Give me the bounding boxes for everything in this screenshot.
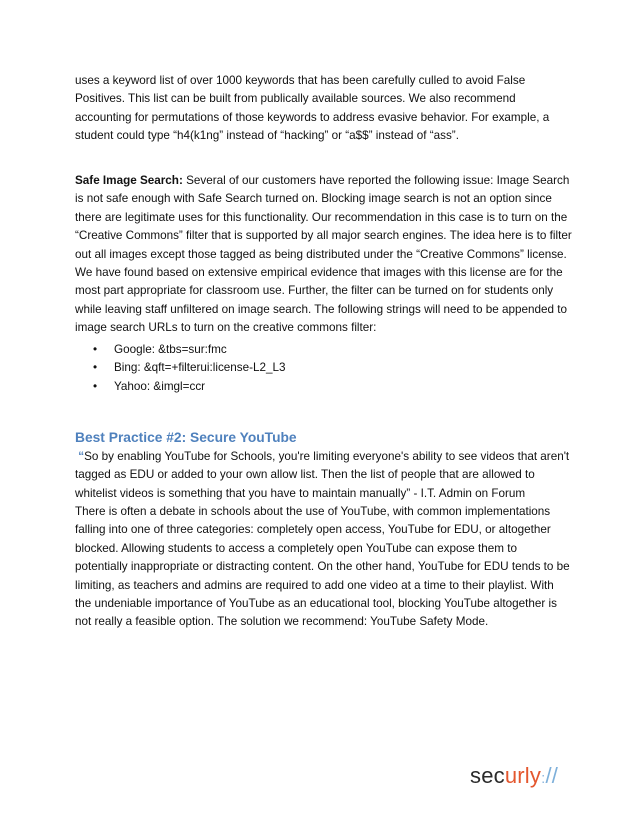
text-line: limiting, as teachers and admins are required to add one video at a time to their playlist. With xyxy=(75,578,554,592)
text-line xyxy=(75,448,575,466)
text-line: whitelist videos is something that you have to maintain manually” - I.T. Admin on Forum xyxy=(75,486,526,500)
logo-text-part: urly xyxy=(504,763,542,788)
text-fragment: So by enabling YouTube for Schools, you're limiting everyone's ability to see videos that aren't xyxy=(84,450,570,463)
text-line: student could type “h4(k1ng” instead of “hacking” or “a$$” instead of “ass”. xyxy=(75,129,459,143)
text-line: Positives. This list can be built from publically available sources. We also recommend xyxy=(75,92,516,106)
forum-quote-paragraph xyxy=(75,448,575,503)
list-item xyxy=(93,341,286,359)
text-line: We have found based on extensive empirical evidence that images with this license are for the xyxy=(75,266,563,280)
text-line: falling into one of three categories: completely open access, YouTube for EDU, or altogether xyxy=(75,523,551,537)
text-line: tagged as EDU or added to your own allow list. Then the list of people that are allowed to xyxy=(75,468,535,482)
text-line: most part appropriate for classroom use. Further, the filter can be turned on for students only xyxy=(75,284,554,298)
list-item-text: Bing: &qft=+filterui:license-L2_L3 xyxy=(114,361,286,375)
safe-image-search-paragraph xyxy=(75,172,575,338)
text-line: while leaving staff unfiltered on image search. The following strings will need to be appended to xyxy=(75,302,568,316)
text-line: potentially inappropriate or distracting content. On the other hand, YouTube for EDU tends to be xyxy=(75,560,570,574)
list-item xyxy=(93,359,286,377)
text-fragment: Several of our customers have reported the following issue: Image Search xyxy=(182,174,570,187)
text-line: is not safe enough with Safe Search turned on. Blocking image search is not an option since xyxy=(75,192,552,206)
list-item-text: Google: &tbs=sur:fmc xyxy=(114,343,227,356)
list-item-text: Yahoo: &imgl=ccr xyxy=(114,379,206,393)
list-item xyxy=(93,378,286,396)
text-line: There is often a debate in schools about the use of YouTube, with common implementations xyxy=(75,505,551,518)
filter-strings-list xyxy=(93,341,286,396)
text-line: accounting for permutations of those keywords to address evasive behavior. For example, a xyxy=(75,110,550,124)
bullet-icon: • xyxy=(93,361,98,375)
text-line: image search URLs to turn on the creative commons filter: xyxy=(75,321,377,335)
bullet-icon: • xyxy=(93,379,98,393)
text-line: not really a feasible option. The solution we recommend: YouTube Safety Mode. xyxy=(75,615,489,629)
text-line: the undeniable importance of YouTube as an educational tool, blocking YouTube altogether is xyxy=(75,597,557,611)
logo-colon: : xyxy=(541,770,546,787)
bullet-icon: • xyxy=(93,343,98,356)
securly-logo xyxy=(470,763,558,789)
text-line: uses a keyword list of over 1000 keywords that has been carefully culled to avoid False xyxy=(75,74,526,87)
intro-paragraph xyxy=(75,72,575,146)
text-line xyxy=(75,172,575,190)
safe-image-search-label: Safe Image Search: xyxy=(75,174,183,187)
text-line: there are legitimate uses for this functionality. Our recommendation in this case is to turn on the xyxy=(75,210,568,224)
section-heading: Best Practice #2: Secure YouTube xyxy=(75,430,297,445)
logo-slashes: // xyxy=(545,763,559,788)
quote-mark: “ xyxy=(78,450,85,463)
youtube-debate-paragraph xyxy=(75,503,575,632)
logo-text-part: sec xyxy=(470,763,505,788)
text-line: blocked. Allowing students to access a completely open YouTube can expose them to xyxy=(75,541,518,555)
text-line: “Creative Commons” filter that is supported by all major search engines. The idea here is to filter xyxy=(75,229,572,243)
text-line: out all images except those tagged as being distributed under the “Creative Commons” license. xyxy=(75,247,567,261)
